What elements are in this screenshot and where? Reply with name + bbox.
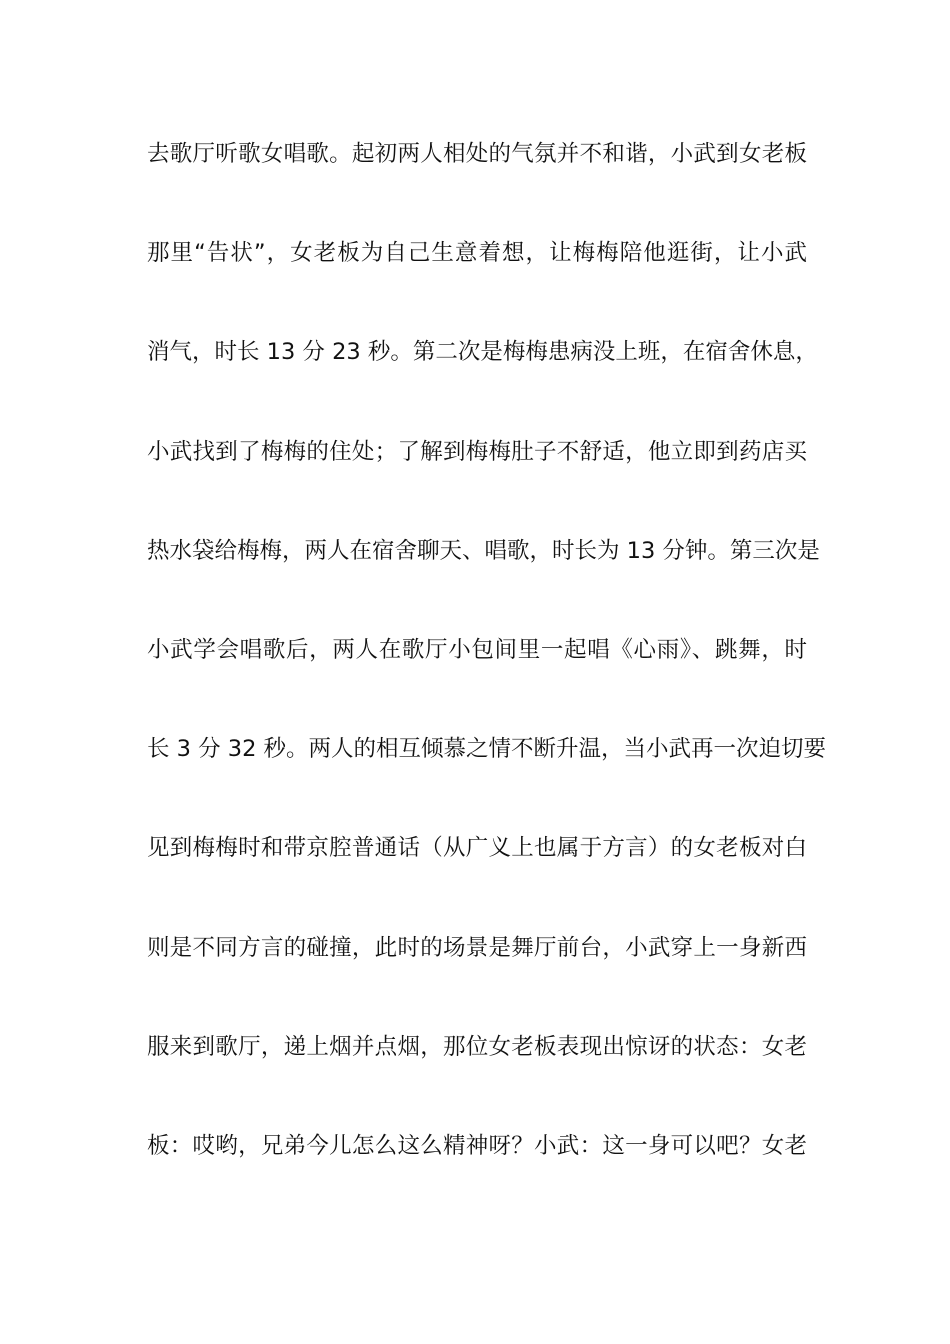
- text-line: 小武找到了梅梅的住处；了解到梅梅肚子不舒适，他立即到药店买: [147, 438, 807, 465]
- text-line: 去歌厅听歌女唱歌。起初两人相处的气氛并不和谐，小武到女老板: [147, 141, 807, 167]
- text-line: 板：哎哟，兄弟今儿怎么这么精神呀？小武：这一身可以吧？女老: [147, 1132, 807, 1159]
- body-text: [147, 131, 827, 1222]
- text-line: 消气，时长 13 分 23 秒。第二次是梅梅患病没上班，在宿舍休息，: [147, 339, 818, 366]
- text-line: 服来到歌厅，递上烟并点烟，那位女老板表现出惊讶的状态：女老: [147, 1033, 807, 1060]
- text-line: 热水袋给梅梅，两人在宿舍聊天、唱歌，时长为 13 分钟。第三次是: [147, 537, 820, 564]
- text-line: 那里“告状”，女老板为自己生意着想，让梅梅陪他逛街，让小武: [147, 240, 807, 267]
- text-line: 小武学会唱歌后，两人在歌厅小包间里一起唱《心雨》、跳舞，时: [147, 636, 807, 663]
- text-line: 长 3 分 32 秒。两人的相互倾慕之情不断升温，当小武再一次迫切要: [147, 736, 827, 763]
- text-line: 则是不同方言的碰撞，此时的场景是舞厅前台，小武穿上一身新西: [147, 934, 807, 961]
- text-line: 见到梅梅时和带京腔普通话（从广义上也属于方言）的女老板对白: [147, 835, 807, 862]
